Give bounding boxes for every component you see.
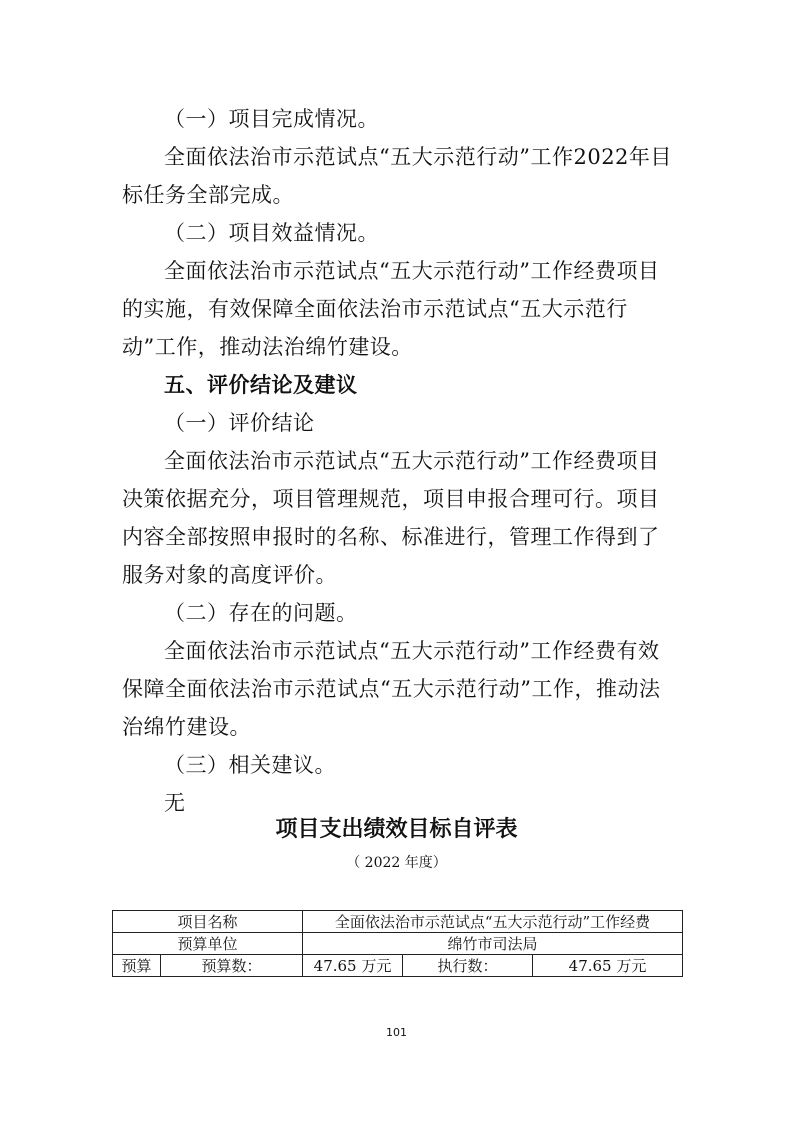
section-heading: 五、评价结论及建议 xyxy=(164,373,358,397)
table-row xyxy=(113,933,683,955)
table-row xyxy=(113,955,683,977)
table-row xyxy=(113,911,683,933)
budget-amount-value: 47.65 万元 xyxy=(303,955,403,977)
budget-unit-label: 预算单位 xyxy=(113,933,303,955)
budget-label: 预算 xyxy=(113,955,161,977)
paragraph: （二）存在的问题。 xyxy=(164,601,358,625)
paragraph: 全面依法治市示范试点“五大示范行动”工作2022年目标任务全部完成。 xyxy=(122,145,672,207)
paragraph: 全面依法治市示范试点“五大示范行动”工作经费项目的实施，有效保障全面依法治市示范试点“五大示范行动”工作，推动法治绵竹建设。 xyxy=(122,259,660,359)
project-name-label: 项目名称 xyxy=(113,911,303,933)
project-name-value: 全面依法治市示范试点“五大示范行动”工作经费 xyxy=(303,911,683,933)
page-number: 101 xyxy=(386,1026,407,1039)
budget-amount-label: 预算数： xyxy=(161,955,303,977)
executed-amount-value: 47.65 万元 xyxy=(533,955,683,977)
table-title: 项目支出绩效目标自评表 xyxy=(275,817,518,842)
paragraph: 全面依法治市示范试点“五大示范行动”工作经费项目决策依据充分，项目管理规范，项目申报合理可行。项目内容全部按照申报时的名称、标准进行，管理工作得到了服务对象的高度评价。 xyxy=(122,449,660,587)
table-subtitle: （ 2022 年度） xyxy=(346,855,447,871)
paragraph: （一）评价结论 xyxy=(164,411,315,435)
paragraph: （一）项目完成情况。 xyxy=(164,107,379,131)
budget-unit-value: 绵竹市司法局 xyxy=(303,933,683,955)
performance-table xyxy=(112,910,683,977)
executed-amount-label: 执行数： xyxy=(403,955,533,977)
paragraph: 全面依法治市示范试点“五大示范行动”工作经费有效保障全面依法治市示范试点“五大示范行动”工作，推动法治绵竹建设。 xyxy=(122,639,661,739)
paragraph: （二）项目效益情况。 xyxy=(164,221,379,245)
paragraph: 无 xyxy=(164,791,186,815)
paragraph: （三）相关建议。 xyxy=(164,753,336,777)
